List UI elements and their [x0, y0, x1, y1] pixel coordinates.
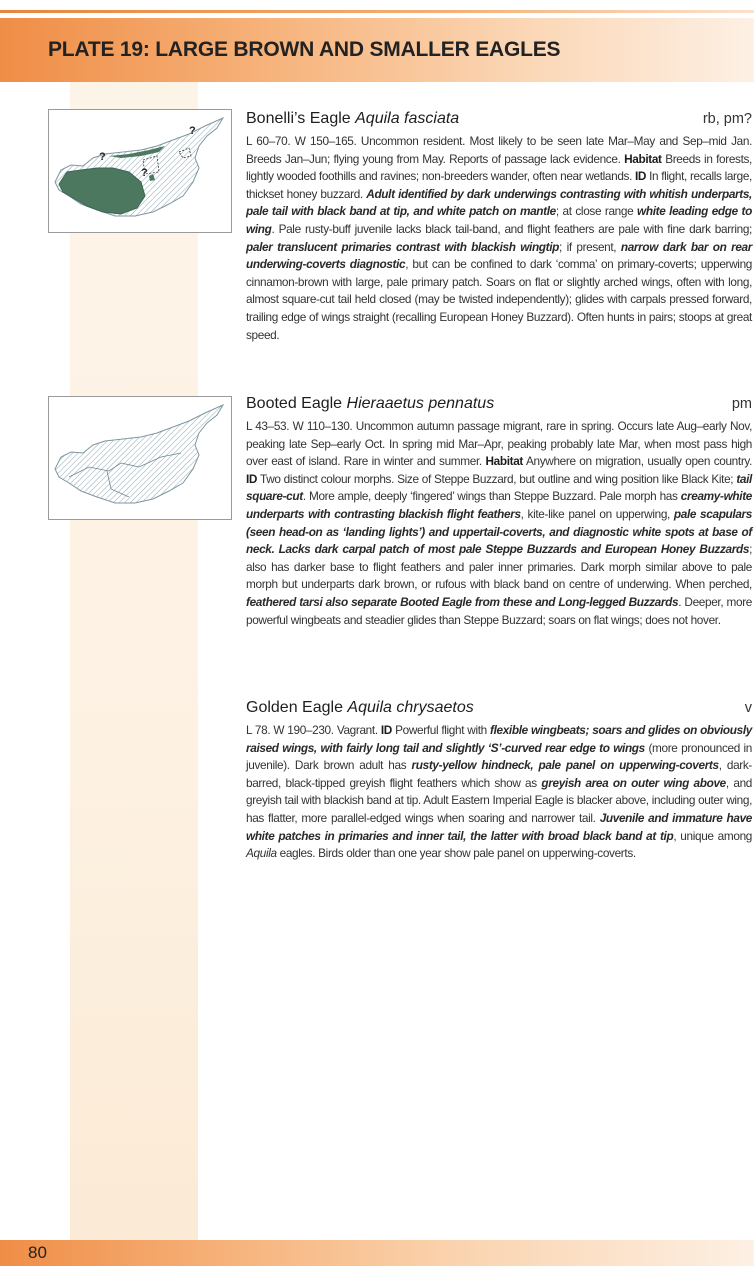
- entry-heading: [246, 699, 752, 722]
- bonelli-distribution-map: [48, 109, 232, 233]
- field-label: Habitat: [485, 454, 524, 469]
- entry-heading: [246, 110, 752, 133]
- map-question-mark: ?: [189, 125, 196, 137]
- body-text: L 78. W 190–230. Vagrant.: [246, 723, 381, 737]
- top-rule: [0, 10, 754, 13]
- field-label: ID: [246, 471, 258, 486]
- key-feature-text: flexible wingbeats; soars and glides on obviously raised wings, with fairly long tail and slightly ‘S’-curved rear edge to wings: [246, 723, 752, 755]
- page-title: PLATE 19: LARGE BROWN AND SMALLER EAGLES: [48, 38, 561, 61]
- key-feature-text: tail square-cut: [246, 471, 752, 504]
- common-name: Bonelli’s Eagle: [246, 110, 351, 127]
- body-text: Breeds in forests, lightly wooded foothills and ravines; non-breeders wander, often near wetlands.: [246, 151, 752, 184]
- species-entry: [246, 395, 752, 629]
- map-question-mark: ?: [99, 151, 106, 163]
- species-description: [246, 133, 752, 344]
- species-name: [246, 699, 474, 717]
- body-text: (more pronounced in juvenile). Dark brown adult has: [246, 740, 752, 773]
- species-name: [246, 110, 459, 128]
- body-text: Powerful flight with: [391, 723, 490, 737]
- map-question-mark: ?: [141, 167, 148, 179]
- key-feature-text: greyish area on outer wing above: [541, 775, 726, 790]
- body-text: , kite-like panel on upperwing,: [520, 506, 674, 521]
- status-code: v: [744, 700, 752, 716]
- key-feature-text: paler translucent primaries contrast with blackish wingtip: [246, 239, 560, 254]
- species-entry: [246, 110, 752, 344]
- italic-text: Aquila: [246, 846, 277, 861]
- scientific-name: Hieraaetus pennatus: [346, 395, 495, 412]
- body-text: ; at close range: [555, 204, 638, 219]
- key-feature-text: pale scapulars (seen head-on as ‘landing lights’) and uppertail-coverts, and diagnostic white spots at base of neck. Lacks dark carpal patch of most pale Steppe Buzzards and European Honey Buzzards: [246, 506, 752, 557]
- species-entry: [246, 699, 752, 863]
- body-text: , but can be confined to dark ‘comma’ on primary-coverts; upperwing cinnamon-brown with large, pale primary patch. Soars on flat or slightly arched wings, often with long, almost square-cut tail held closed (may be twisted independently); glides with carpals pressed forward, trailing edge of wings straight (recalling European Honey Buzzard). Often hunts in pairs; stoops at great speed.: [246, 257, 752, 342]
- key-feature-text: feathered tarsi also separate Booted Eagle from these and Long-legged Buzzards: [246, 594, 679, 609]
- side-margin-band: [70, 82, 198, 1242]
- body-text: In flight, recalls large, thickset honey buzzard.: [246, 169, 752, 201]
- body-text: eagles. Birds older than one year show pale panel on upperwing-coverts.: [276, 846, 636, 861]
- common-name: Booted Eagle: [246, 395, 343, 412]
- field-label: ID: [380, 723, 392, 737]
- body-text: , unique among: [673, 828, 752, 843]
- key-feature-text: Juvenile and immature have white patches in primaries and inner tail, the latter with broad black band at tip: [246, 810, 752, 843]
- body-text: , and greyish tail with blackish band at tip. Adult Eastern Imperial Eagle is blacker above, including outer wing, has flatter, more parallel-edged wings when soaring and narrower tail.: [246, 775, 752, 825]
- body-text: . Deeper, more powerful wingbeats and steadier glides than Steppe Buzzard; soars on flat wings; does not hover.: [246, 594, 752, 627]
- body-text: L 43–53. W 110–130. Uncommon autumn passage migrant, rare in spring. Occurs late Aug–early Nov, peaking late Sep–early Oct. In spring mid Mar–Apr, peaking probably late Mar, when most pass high over east of island. Rare in winter and summer.: [246, 419, 752, 469]
- body-text: . Pale rusty-buff juvenile lacks black tail-band, and flight feathers are pale with fine dark barring;: [271, 221, 752, 236]
- body-text: ; if present,: [559, 239, 621, 254]
- body-text: Anywhere on migration, usually open country.: [523, 454, 753, 469]
- species-description: [246, 418, 752, 629]
- body-text: L 60–70. W 150–165. Uncommon resident. Most likely to be seen late Mar–May and Sep–mid Jan. Breeds Jan–Jun; flying young from May. Reports of passage lack evidence.: [246, 134, 752, 166]
- cyprus-map-icon: [49, 397, 231, 519]
- scientific-name: Aquila chrysaetos: [347, 699, 474, 716]
- scientific-name: Aquila fasciata: [355, 110, 460, 127]
- body-text: ; also has darker base to flight feathers and paler inner primaries. Dark morph similar above to pale morph but underparts dark brown, or rufous with black band on centre of underwing. When perched,: [246, 542, 752, 592]
- species-name: [246, 395, 494, 413]
- common-name: Golden Eagle: [246, 699, 343, 716]
- body-text: . More ample, deeply ‘fingered’ wings than Steppe Buzzard. Pale morph has: [302, 489, 681, 504]
- key-feature-text: narrow dark bar on rear underwing-coverts diagnostic: [246, 239, 752, 272]
- page-number: 80: [28, 1243, 47, 1262]
- body-text: Two distinct colour morphs. Size of Steppe Buzzard, but outline and wing position like Black Kite;: [257, 471, 737, 486]
- entry-heading: [246, 395, 752, 418]
- species-description: [246, 722, 752, 863]
- key-feature-text: Adult identified by dark underwings contrasting with whitish underparts, pale tail with black band at tip, and white patch on mantle: [246, 186, 752, 219]
- footer-band: [0, 1240, 754, 1266]
- body-text: , dark-barred, black-tipped greyish flight feathers which show as: [246, 758, 753, 790]
- key-feature-text: white leading edge to wing: [246, 204, 752, 236]
- status-code: rb, pm?: [702, 111, 752, 127]
- field-label: Habitat: [624, 151, 662, 166]
- booted-distribution-map: [48, 396, 232, 520]
- field-label: ID: [635, 169, 647, 184]
- key-feature-text: creamy-white underparts with contrasting blackish flight feathers: [246, 489, 752, 521]
- cyprus-map-icon: [49, 110, 231, 232]
- status-code: pm: [731, 396, 752, 412]
- key-feature-text: rusty-yellow hindneck, pale panel on upperwing-coverts: [411, 758, 719, 773]
